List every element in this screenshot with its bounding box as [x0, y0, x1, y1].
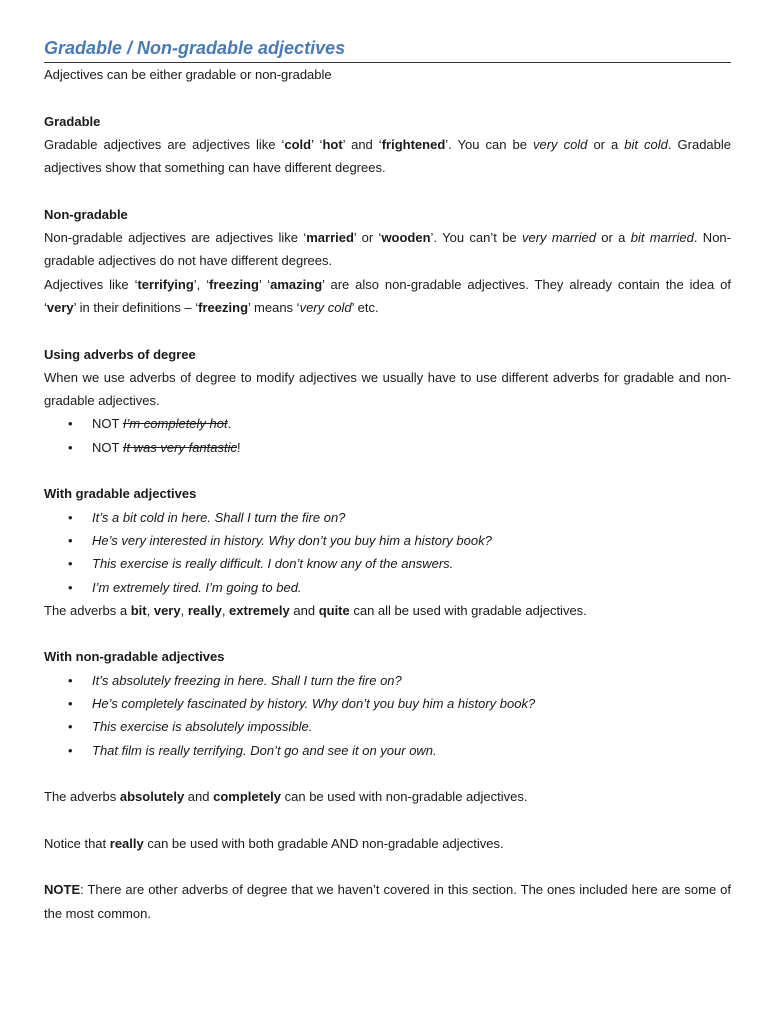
page-title: Gradable / Non-gradable adjectives	[44, 36, 731, 63]
with-non-gradable-heading: With non-gradable adjectives	[44, 649, 225, 665]
list-item: • It’s absolutely freezing in here. Shall I turn the fire on?	[68, 669, 731, 692]
non-gradable-adverbs-summary: The adverbs absolutely and completely can be used with non-gradable adjectives.	[44, 789, 528, 805]
list-item: • NOT I’m completely hot.	[68, 412, 731, 435]
non-gradable-paragraph: Non-gradable adjectives are adjectives like ‘married’ or ‘wooden’. You can’t be very married or a bit married. Non-gradable adjectives do not have different degrees.	[44, 230, 731, 269]
bullet-icon: •	[68, 532, 73, 548]
gradable-heading: Gradable	[44, 113, 101, 129]
note-label: NOTE	[44, 882, 81, 898]
adverbs-degree-text: When we use adverbs of degree to modify adjectives we usually have to use different adverbs for gradable and non-gradable adjectives.	[44, 369, 731, 409]
gradable-adverbs-summary: The adverbs a bit, very, really, extremely and quite can all be used with gradable adjectives.	[44, 602, 587, 618]
bullet-icon: •	[68, 509, 73, 525]
bullet-icon: •	[68, 719, 73, 735]
non-gradable-heading: Non-gradable	[44, 206, 128, 222]
list-item: • I’m extremely tired. I’m going to bed.	[68, 576, 731, 599]
bullet-icon: •	[68, 416, 73, 432]
list-item: • NOT It was very fantastic!	[68, 436, 731, 459]
bullet-icon: •	[68, 672, 73, 688]
bullet-icon: •	[68, 556, 73, 572]
incorrect-examples-list	[44, 412, 731, 459]
with-gradable-heading: With gradable adjectives	[44, 486, 197, 502]
list-item: • It’s a bit cold in here. Shall I turn the fire on?	[68, 506, 731, 529]
gradable-paragraph: Gradable adjectives are adjectives like ‘cold’ ‘hot’ and ‘frightened’. You can be very cold or a bit cold. Gradable adjectives show that something can have different degrees.	[44, 136, 732, 176]
list-item: • This exercise is absolutely impossible.	[68, 715, 731, 738]
intro-text: Adjectives can be either gradable or non-gradable	[44, 67, 332, 82]
non-gradable-examples-list	[44, 669, 731, 762]
adverbs-degree-heading: Using adverbs of degree	[44, 346, 196, 362]
bullet-icon: •	[68, 439, 73, 455]
list-item: • He’s completely fascinated by history. Why don’t you buy him a history book?	[68, 692, 731, 715]
list-item: • That film is really terrifying. Don’t go and see it on your own.	[68, 739, 731, 762]
list-item: • This exercise is really difficult. I don’t know any of the answers.	[68, 552, 731, 575]
really-note: Notice that really can be used with both gradable AND non-gradable adjectives.	[44, 835, 504, 851]
bullet-icon: •	[68, 696, 73, 712]
non-gradable-examples-paragraph: Adjectives like ‘terrifying’, ‘freezing’ ‘amazing’ are also non-gradable adjectives. They already contain the idea of ‘very’ in their definitions – ‘freezing’ means ‘very cold’ etc.	[44, 276, 731, 315]
final-note: NOTE: There are other adverbs of degree that we haven’t covered in this section. The ones included here are some of the most common.	[44, 882, 731, 921]
gradable-examples-list	[44, 506, 731, 599]
bullet-icon: •	[68, 579, 73, 595]
list-item: • He’s very interested in history. Why don’t you buy him a history book?	[68, 529, 731, 552]
bullet-icon: •	[68, 742, 73, 758]
